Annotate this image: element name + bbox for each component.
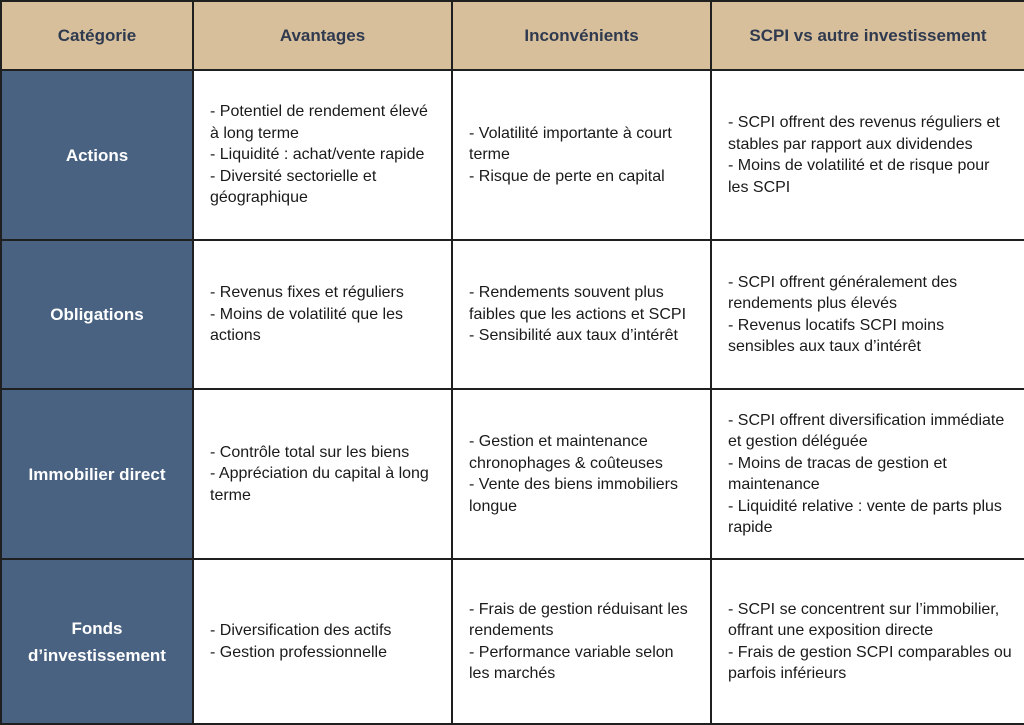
list-item: - Frais de gestion SCPI comparables ou parfois inférieurs [728,643,1012,682]
row-category-fonds-investissement: Fonds d’investissement [1,559,193,724]
inconvenients-cell [452,389,711,559]
list-item: - Frais de gestion réduisant les rendements [469,600,688,639]
header-scpi-vs: SCPI vs autre investissement [711,1,1024,70]
list-item: - Contrôle total sur les biens [210,443,410,461]
header-avantages: Avantages [193,1,452,70]
list-item: - Risque de perte en capital [469,167,665,185]
list-item: - Moins de volatilité et de risque pour les SCPI [728,157,990,196]
table-row [1,559,1024,724]
list-item: - Revenus fixes et réguliers [210,284,404,302]
list-item: - Liquidité relative : vente de parts plus rapide [728,497,1002,536]
list-item: - SCPI se concentrent sur l’immobilier, offrant une exposition directe [728,600,1000,639]
avantages-cell [193,559,452,724]
scpi-vs-cell [711,389,1024,559]
row-category-immobilier-direct: Immobilier direct [1,389,193,559]
list-item: - Volatilité importante à court terme [469,124,672,164]
scpi-vs-cell [711,70,1024,240]
avantages-cell [193,240,452,389]
avantages-cell [193,70,452,240]
list-item: - Gestion et maintenance chronophages & coûteuses [469,433,663,472]
list-item: - Rendements souvent plus faibles que les actions et SCPI [469,284,687,323]
table-header [1,1,1024,70]
inconvenients-cell [452,240,711,389]
header-row [1,1,1024,70]
list-item: - Sensibilité aux taux d’intérêt [469,327,678,345]
list-item: - Gestion professionnelle [210,643,387,661]
header-inconvenients: Inconvénients [452,1,711,70]
table-row [1,389,1024,559]
list-item: - SCPI offrent des revenus réguliers et stables par rapport aux dividendes [728,114,1000,153]
list-item: - SCPI offrent généralement des rendements plus élevés [728,273,958,312]
header-categorie: Catégorie [1,1,193,70]
inconvenients-cell [452,70,711,240]
list-item: - Liquidité : achat/vente rapide [210,146,425,164]
list-item: - Appréciation du capital à long terme [210,465,429,504]
list-item: - Moins de volatilité que les actions [210,305,403,345]
list-item: - Diversité sectorielle et géographique [210,167,377,207]
list-item: - Moins de tracas de gestion et maintenance [728,454,947,493]
avantages-cell [193,389,452,559]
scpi-vs-cell [711,240,1024,389]
row-category-actions: Actions [1,70,193,240]
list-item: - Potentiel de rendement élevé à long terme [210,103,428,142]
table-row [1,70,1024,240]
inconvenients-cell [452,559,711,724]
table-body [1,70,1024,724]
scpi-vs-cell [711,559,1024,724]
list-item: - SCPI offrent diversification immédiate et gestion déléguée [728,411,1005,450]
list-item: - Vente des biens immobiliers longue [469,476,678,515]
table-row [1,240,1024,389]
list-item: - Revenus locatifs SCPI moins sensibles aux taux d’intérêt [728,316,945,355]
list-item: - Performance variable selon les marchés [469,643,674,682]
row-category-obligations: Obligations [1,240,193,389]
list-item: - Diversification des actifs [210,622,392,639]
